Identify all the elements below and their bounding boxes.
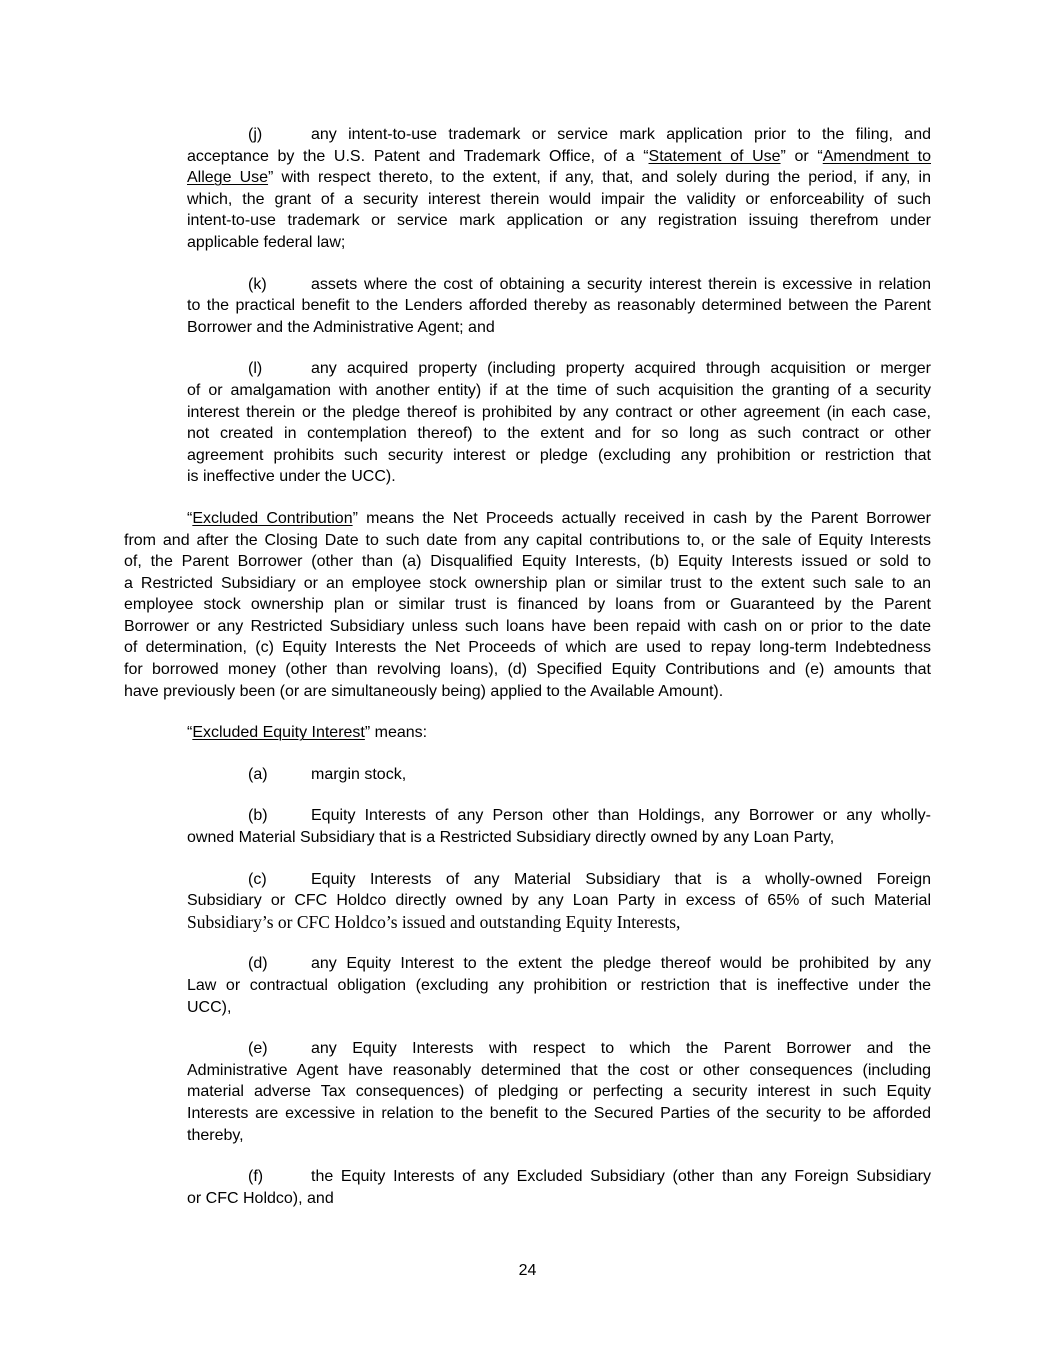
text-line bbox=[187, 232, 931, 254]
text-line bbox=[124, 722, 931, 744]
text-line bbox=[187, 402, 931, 424]
line-text: Borrower and the Administrative Agent; and bbox=[187, 318, 495, 336]
line-text: ” means the Net Proceeds actually received in cash by the Parent Borrower bbox=[352, 509, 932, 527]
clause-b bbox=[187, 805, 931, 848]
text-line bbox=[187, 317, 931, 339]
line-text: of or amalgamation with another entity) if at the time of such acquisition the granting of a security bbox=[187, 381, 931, 399]
text-line bbox=[187, 1103, 931, 1125]
line-text: employee stock ownership plan or similar trust is financed by loans from or Guaranteed by the Parent bbox=[124, 596, 931, 614]
line-text: have previously been (or are simultaneously being) applied to the Available Amount). bbox=[124, 682, 724, 700]
line-text: ” with respect thereto, to the extent, if any, that, and solely during the period, if any, in bbox=[268, 169, 931, 187]
text-line bbox=[124, 508, 931, 530]
clause-label: (a) bbox=[248, 765, 268, 783]
line-text: assets where the cost of obtaining a security interest therein is excessive in relation bbox=[311, 275, 931, 293]
line-text: is ineffective under the UCC). bbox=[187, 468, 396, 486]
clause-label: (d) bbox=[248, 955, 268, 973]
text-line bbox=[187, 1081, 931, 1103]
text-line bbox=[187, 912, 931, 934]
clause-label: (j) bbox=[248, 126, 263, 143]
line-text: “ bbox=[187, 509, 193, 527]
text-line bbox=[187, 890, 931, 912]
line-text: Administrative Agent have reasonably determined that the cost or other consequences (including bbox=[187, 1061, 931, 1079]
text-line bbox=[187, 1125, 931, 1147]
clause-e bbox=[187, 1038, 931, 1146]
clause-a bbox=[187, 764, 931, 786]
line-text: of, the Parent Borrower (other than (a) Disqualified Equity Interests, (b) Equity Interests issued or sold to bbox=[124, 553, 931, 571]
text-line bbox=[187, 295, 931, 317]
line-text: intent-to-use trademark or service mark application or any registration issuing therefrom under bbox=[187, 212, 931, 230]
line-text: a Restricted Subsidiary or an employee stock ownership plan or similar trust to the extent such sale to an bbox=[124, 574, 931, 592]
line-text: any acquired property (including property acquired through acquisition or merger bbox=[311, 360, 931, 378]
line-text: any intent-to-use trademark or service mark application prior to the filing, and bbox=[311, 126, 931, 143]
text-line bbox=[187, 167, 931, 189]
clause-label: (l) bbox=[248, 360, 263, 378]
text-line bbox=[187, 124, 931, 146]
line-text: any Equity Interest to the extent the pledge thereof would be prohibited by any bbox=[311, 955, 931, 973]
line-text: interest therein or the pledge thereof is prohibited by any contract or other agreement (in each case, bbox=[187, 403, 931, 421]
clause-d bbox=[187, 953, 931, 1018]
line-text: not created in contemplation thereof) to the extent and for so long as such contract or other bbox=[187, 425, 931, 443]
line-text: UCC), bbox=[187, 998, 232, 1016]
clause-k bbox=[187, 274, 931, 339]
clause-label: (k) bbox=[248, 275, 267, 293]
line-text: Law or contractual obligation (excluding any prohibition or restriction that is ineffective under the bbox=[187, 977, 931, 994]
text-line bbox=[124, 551, 931, 573]
line-text: or CFC Holdco), and bbox=[187, 1189, 334, 1207]
text-line bbox=[187, 358, 931, 380]
line-text: Borrower or any Restricted Subsidiary unless such loans have been repaid with cash on or prior to the date bbox=[124, 617, 931, 635]
text-line bbox=[124, 637, 931, 659]
line-text: owned Material Subsidiary that is a Restricted Subsidiary directly owned by any Loan Party, bbox=[187, 829, 835, 847]
text-line bbox=[187, 466, 931, 488]
text-line bbox=[187, 189, 931, 211]
text-line bbox=[187, 805, 931, 827]
line-text: Equity Interests of any Person other than Holdings, any Borrower or any wholly- bbox=[311, 807, 931, 825]
text-line bbox=[187, 146, 931, 168]
line-text: for borrowed money (other than revolving loans), (d) Specified Equity Contributions and (e) amounts that bbox=[124, 661, 931, 679]
text-line bbox=[124, 659, 931, 681]
text-line bbox=[187, 210, 931, 232]
definition-paragraph bbox=[124, 722, 931, 744]
line-text: any Equity Interests with respect to which the Parent Borrower and the bbox=[311, 1040, 931, 1058]
text-line bbox=[187, 1038, 931, 1060]
line-text: margin stock, bbox=[311, 765, 407, 783]
line-text: to the practical benefit to the Lenders afforded thereby as reasonably determined between the Parent bbox=[187, 297, 931, 315]
text-line bbox=[187, 1060, 931, 1082]
line-text: agreement prohibits such security interest or pledge (excluding any prohibition or restriction that bbox=[187, 446, 931, 464]
clause-label: (e) bbox=[248, 1040, 268, 1058]
clause-label: (c) bbox=[248, 870, 267, 888]
line-text: ” or “ bbox=[780, 147, 823, 165]
line-text: thereby, bbox=[187, 1126, 244, 1144]
text-line bbox=[187, 997, 931, 1019]
clause-label: (b) bbox=[248, 807, 268, 825]
defined-term: Amendment to bbox=[822, 147, 931, 165]
text-line bbox=[187, 380, 931, 402]
clause-c bbox=[187, 869, 931, 934]
text-line bbox=[187, 423, 931, 445]
text-line bbox=[187, 1166, 931, 1188]
line-text: acceptance by the U.S. Patent and Trademark Office, of a “ bbox=[187, 147, 649, 165]
text-line bbox=[187, 1188, 931, 1210]
clause-f bbox=[187, 1166, 931, 1209]
page-number: 24 bbox=[518, 1262, 537, 1279]
text-line bbox=[124, 681, 931, 703]
clause-label: (f) bbox=[248, 1168, 264, 1186]
definition-paragraph bbox=[124, 508, 931, 702]
defined-term: Allege Use bbox=[187, 169, 269, 187]
line-text: of determination, (c) Equity Interests the Net Proceeds of which are used to repay long-term Indebtedness bbox=[124, 639, 931, 657]
line-text: from and after the Closing Date to such date from any capital contributions to, or the sale of Equity Interests bbox=[124, 531, 931, 549]
text-line bbox=[124, 573, 931, 595]
line-text: Interests are excessive in relation to the benefit to the Secured Parties of the security to be afforded bbox=[187, 1104, 931, 1122]
defined-term: Excluded Contribution bbox=[192, 509, 353, 527]
text-line bbox=[187, 274, 931, 296]
clause-j bbox=[187, 124, 931, 254]
line-text: the Equity Interests of any Excluded Subsidiary (other than any Foreign Subsidiary bbox=[311, 1168, 931, 1186]
line-text: Subsidiary or CFC Holdco directly owned by any Loan Party in excess of 65% of such Material bbox=[187, 892, 931, 910]
clause-l bbox=[187, 358, 931, 488]
line-text: material adverse Tax consequences) of pledging or perfecting a security interest in such Equity bbox=[187, 1083, 931, 1101]
defined-term: Excluded Equity Interest bbox=[192, 724, 365, 742]
line-text: ” means: bbox=[364, 724, 428, 742]
text-line bbox=[187, 975, 931, 997]
text-line bbox=[187, 445, 931, 467]
text-line bbox=[124, 616, 931, 638]
text-line bbox=[187, 869, 931, 891]
text-line bbox=[124, 594, 931, 616]
line-text: “ bbox=[187, 724, 193, 742]
text-line bbox=[187, 827, 931, 849]
document-body bbox=[0, 124, 1055, 1229]
line-text: which, the grant of a security interest therein would impair the validity or enforceability of such bbox=[187, 190, 931, 208]
line-text: applicable federal law; bbox=[187, 233, 346, 251]
text-line bbox=[187, 953, 931, 975]
text-line bbox=[124, 530, 931, 552]
text-line bbox=[187, 764, 931, 786]
line-text: Equity Interests of any Material Subsidiary that is a wholly-owned Foreign bbox=[311, 870, 931, 888]
defined-term: Statement of Use bbox=[648, 147, 781, 165]
line-text: Subsidiary’s or CFC Holdco’s issued and outstanding Equity Interests, bbox=[187, 911, 681, 932]
